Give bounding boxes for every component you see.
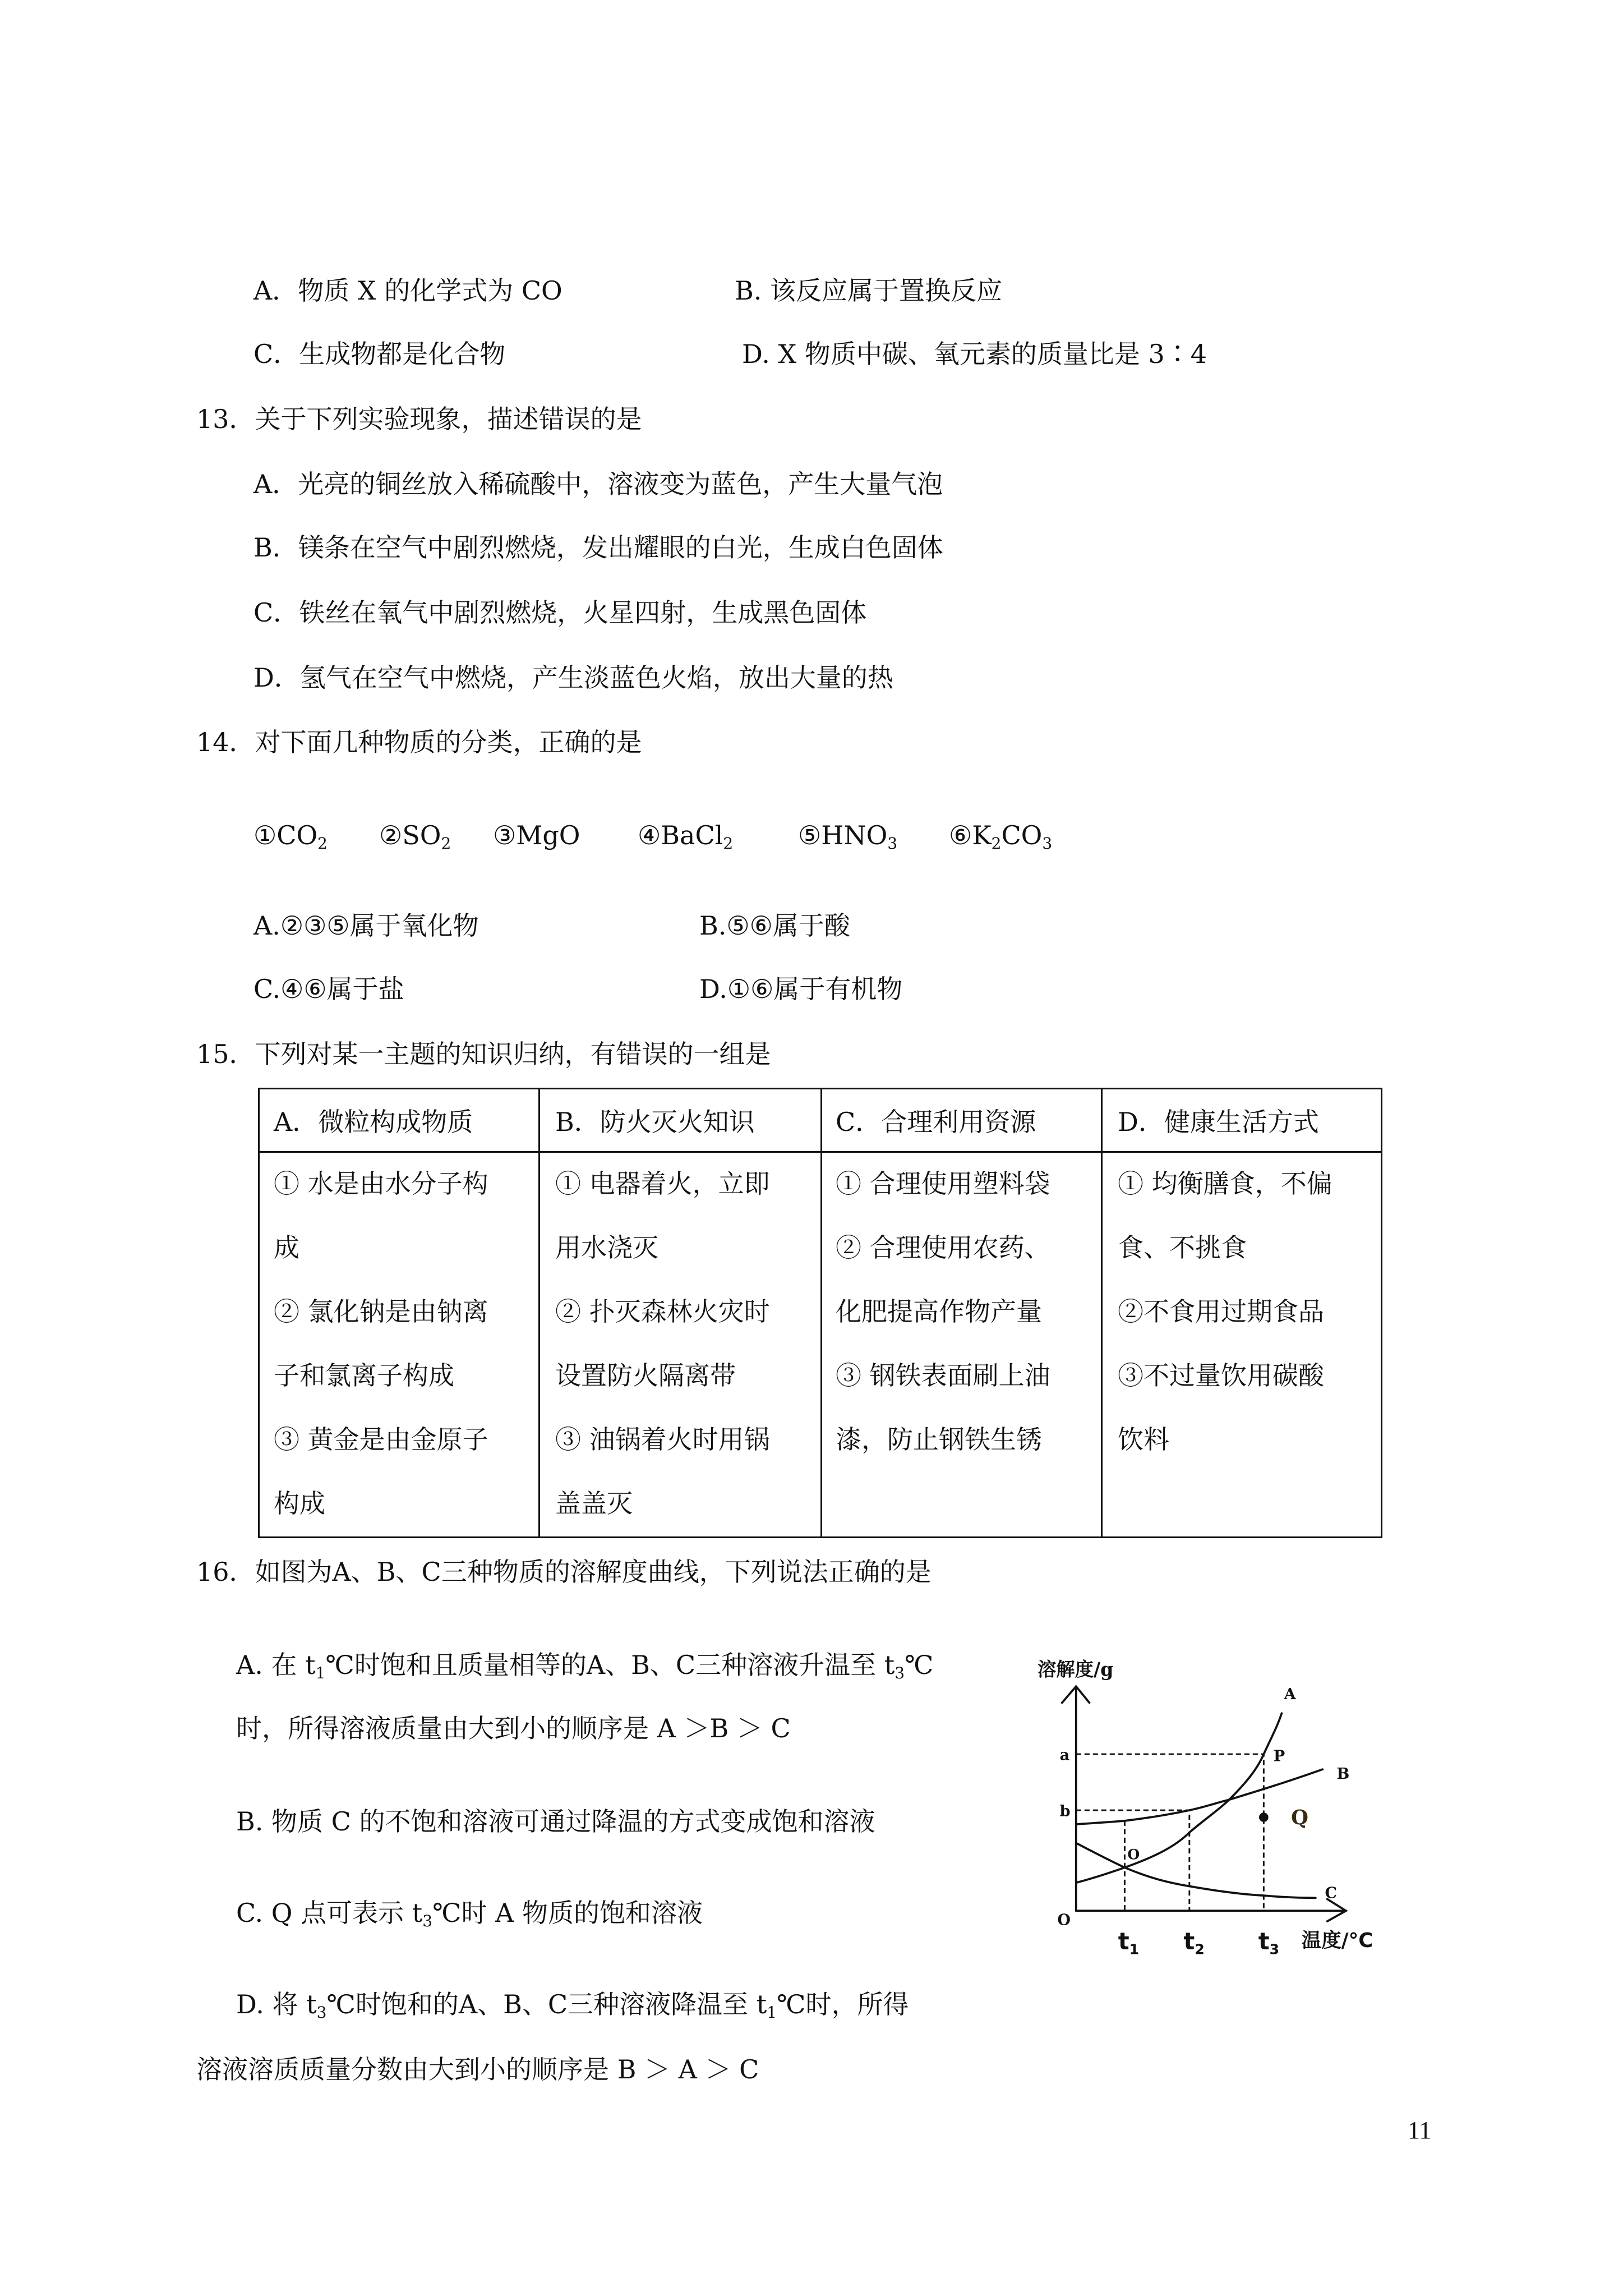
tick-t2: $t_2$: [1183, 1927, 1205, 1958]
q13-option-c: C．铁丝在氧气中剧烈燃烧，火星四射，生成黑色固体: [253, 597, 867, 628]
q12-option-b: B. 该反应属于置换反应: [735, 275, 1003, 306]
table-cell-c: ① 合理使用塑料袋 ② 合理使用农药、 化肥提高作物产量 ③ 钢铁表面刷上油 漆，防止钢铁生锈: [836, 1168, 1050, 1455]
q13-option-d: D．氢气在空气中燃烧，产生淡蓝色火焰，放出大量的热: [253, 662, 893, 693]
table-header-b: B．防火灭火知识: [555, 1107, 755, 1137]
q16-option-a: A. 在 $t_1℃$时饱和且质量相等的A、B、C三种溶液升温至 $t_3℃$: [236, 1650, 934, 1682]
substance-2: $②SO_2$: [379, 820, 451, 853]
table-cell-b: ① 电器着火，立即 用水浇灭 ② 扑灭森林火灾时 设置防火隔离带 ③ 油锅着火时用锅 盖盖灭: [555, 1168, 770, 1519]
q13-option-b: B．镁条在空气中剧烈燃烧，发出耀眼的白光，生成白色固体: [253, 532, 943, 563]
knowledge-table: [258, 1088, 1382, 1538]
q12-option-d: D. X 物质中碳、氧元素的质量比是 3∶4: [742, 339, 1207, 369]
substance-5: $⑤HNO_3$: [798, 820, 898, 853]
q15-stem: 15．下列对某一主题的知识归纳，有错误的一组是: [196, 1039, 771, 1069]
x-axis-label: 温度/°C: [1301, 1929, 1373, 1952]
x-axis: [1076, 1899, 1346, 1921]
intersection-label: O: [1127, 1846, 1140, 1863]
table-header-a: A．微粒构成物质: [274, 1107, 473, 1137]
q16-option-b: B. 物质 C 的不饱和溶液可通过降温的方式变成饱和溶液: [236, 1806, 875, 1837]
curve-c: [1076, 1843, 1316, 1898]
q14-option-d: D.①⑥属于有机物: [699, 974, 903, 1004]
q14-option-b: B.⑤⑥属于酸: [699, 910, 850, 941]
q16-option-a-cont: 时，所得溶液质量由大到小的顺序是 A ＞B ＞ C: [236, 1713, 791, 1743]
curve-b-label: B: [1336, 1765, 1350, 1783]
tick-t1: $t_1$: [1118, 1927, 1140, 1958]
q12-option-a: A．物质 X 的化学式为 CO: [253, 275, 562, 306]
tick-b: b: [1059, 1802, 1071, 1820]
q14-stem: 14．对下面几种物质的分类，正确的是: [196, 727, 642, 757]
page-number: 11: [1408, 2116, 1432, 2144]
point-q-label: Q: [1291, 1806, 1308, 1830]
q16-stem: 16．如图为A、B、C三种物质的溶解度曲线，下列说法正确的是: [196, 1557, 932, 1587]
q14-option-c: C.④⑥属于盐: [253, 974, 404, 1004]
substance-3: ③MgO: [493, 820, 580, 850]
origin-label: O: [1057, 1911, 1071, 1929]
q16-option-c: C. Q 点可表示 $t_3℃$时 A 物质的饱和溶液: [236, 1898, 703, 1930]
q16-option-d-cont: 溶液溶质质量分数由大到小的顺序是 B ＞ A ＞ C: [196, 2054, 759, 2085]
table-header-c: C．合理利用资源: [836, 1107, 1036, 1137]
curve-c-label: C: [1325, 1884, 1338, 1902]
y-axis: [1059, 1686, 1090, 1911]
tick-t3: $t_3$: [1258, 1927, 1280, 1958]
q16-option-d: D. 将 $t_3℃$时饱和的A、B、C三种溶液降温至 $t_1℃$时，所得: [236, 1989, 909, 2022]
table-cell-d: ① 均衡膳食，不偏 食、不挑食 ②不食用过期食品 ③不过量饮用碳酸 饮料: [1118, 1168, 1332, 1455]
q12-option-c: C．生成物都是化合物: [253, 339, 506, 369]
curve-a: [1076, 1713, 1282, 1883]
point-q: [1259, 1812, 1269, 1822]
tick-a: a: [1059, 1746, 1070, 1764]
q14-option-a: A.②③⑤属于氧化物: [253, 910, 479, 941]
y-axis-label: 溶解度/g: [1038, 1658, 1114, 1681]
curve-a-label: A: [1284, 1686, 1296, 1704]
q13-option-a: A．光亮的铜丝放入稀硫酸中，溶液变为蓝色，产生大量气泡: [253, 469, 943, 499]
substance-1: $①CO_2$: [253, 820, 328, 853]
curve-b: [1076, 1769, 1323, 1824]
dashed-a: [1076, 1754, 1264, 1911]
solubility-curve-figure: [1038, 1627, 1402, 1986]
table-header-d: D．健康生活方式: [1118, 1107, 1319, 1137]
q13-stem: 13．关于下列实验现象，描述错误的是: [196, 404, 642, 434]
substance-6: $⑥K_2CO_3$: [949, 820, 1053, 853]
table-cell-a: ① 水是由水分子构 成 ② 氯化钠是由钠离 子和氯离子构成 ③ 黄金是由金原子 构成: [274, 1168, 488, 1519]
substance-4: ④BaCl$_2$: [638, 820, 734, 853]
point-p-label: P: [1273, 1747, 1285, 1765]
